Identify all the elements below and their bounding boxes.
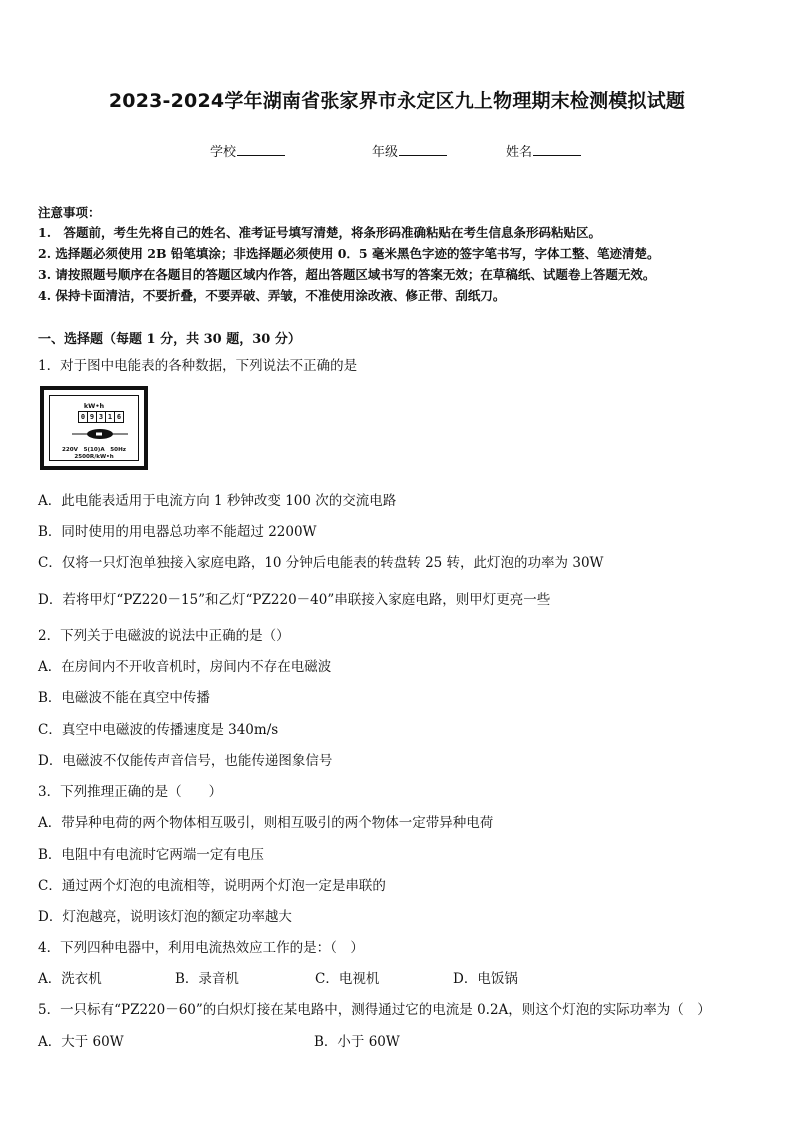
question-4-option-d: D．电饭锅 <box>453 971 518 987</box>
name-field <box>506 141 581 160</box>
question-1-option-a: A．此电能表适用于电流方向 1 秒钟改变 100 次的交流电路 <box>38 493 397 509</box>
meter-unit: kW•h <box>83 402 105 410</box>
question-3-option-c: C．通过两个灯泡的电流相等，说明两个灯泡一定是串联的 <box>38 878 386 894</box>
question-1-option-d: D．若将甲灯“PZ220－15”和乙灯“PZ220－40”串联接入家庭电路，则甲灯更亮一些 <box>38 592 551 608</box>
question-3-option-b: B．电阻中有电流时它两端一定有电压 <box>38 847 264 863</box>
question-5-option-b: B．小于 60W <box>314 1034 400 1050</box>
meter-digit: 0 <box>78 411 88 423</box>
question-1-stem: 1．对于图中电能表的各种数据，下列说法不正确的是 <box>38 358 358 374</box>
energy-meter-figure <box>40 386 148 470</box>
question-4-option-c: C．电视机 <box>315 971 380 987</box>
page-title: 2023-2024学年湖南省张家界市永定区九上物理期末检测模拟试题 <box>108 90 686 112</box>
grade-blank <box>399 142 447 156</box>
name-label: 姓名 <box>506 145 533 160</box>
notice-item: 2. 选择题必须使用 2B 铅笔填涂；非选择题必须使用 0．5 毫米黑色字迹的签字笔书写，字体工整、笔迹清楚。 <box>38 246 660 261</box>
meter-panel <box>49 395 139 461</box>
section-heading: 一、选择题（每题 1 分，共 30 题，30 分） <box>38 332 301 347</box>
question-1-option-c: C．仅将一只灯泡单独接入家庭电路，10 分钟后电能表的转盘转 25 转，此灯泡的功率为 30W <box>38 555 604 571</box>
question-5-stem: 5．一只标有“PZ220－60”的白炽灯接在某电路中，测得通过它的电流是 0.2A，则这个灯泡的实际功率为（ ） <box>38 1002 711 1018</box>
grade-label: 年级 <box>372 145 399 160</box>
meter-disc-icon <box>72 428 128 440</box>
question-4-option-a: A．洗衣机 <box>38 971 102 987</box>
notice-item: 3. 请按照题号顺序在各题目的答题区域内作答，超出答题区域书写的答案无效；在草稿纸、试题卷上答题无效。 <box>38 267 656 282</box>
question-4-option-b: B．录音机 <box>175 971 239 987</box>
question-2-option-c: C．真空中电磁波的传播速度是 340m/s <box>38 722 279 738</box>
meter-digit: 9 <box>87 411 97 423</box>
meter-digit: 1 <box>105 411 115 423</box>
notice-item: 4. 保持卡面清洁，不要折叠，不要弄破、弄皱，不准使用涂改液、修正带、刮纸刀。 <box>38 288 506 303</box>
question-2-option-b: B．电磁波不能在真空中传播 <box>38 690 210 706</box>
meter-digits <box>78 411 123 423</box>
question-5-option-a: A．大于 60W <box>38 1034 124 1050</box>
school-label: 学校 <box>210 145 237 160</box>
notice-heading: 注意事项： <box>38 205 101 220</box>
notice-item: 1. 答题前，考生先将自己的姓名、准考证号填写清楚，将条形码准确粘贴在考生信息条形码粘贴区。 <box>38 225 602 240</box>
school-field <box>210 141 285 160</box>
question-1-option-b: B．同时使用的用电器总功率不能超过 2200W <box>38 524 317 540</box>
question-2-option-d: D．电磁波不仅能传声音信号，也能传递图象信号 <box>38 753 333 769</box>
question-4-stem: 4．下列四种电器中，利用电流热效应工作的是：（ ） <box>38 940 364 956</box>
question-3-stem: 3．下列推理正确的是（ ） <box>38 784 223 800</box>
meter-digit: 3 <box>96 411 106 423</box>
question-3-option-d: D．灯泡越亮，说明该灯泡的额定功率越大 <box>38 909 292 925</box>
question-2-option-a: A．在房间内不开收音机时，房间内不存在电磁波 <box>38 659 332 675</box>
grade-field <box>372 141 447 160</box>
question-2-stem: 2．下列关于电磁波的说法中正确的是（） <box>38 628 290 644</box>
question-3-option-a: A．带异种电荷的两个物体相互吸引，则相互吸引的两个物体一定带异种电荷 <box>38 815 494 831</box>
school-blank <box>237 142 285 156</box>
meter-digit: 6 <box>114 411 124 423</box>
meter-revolutions: 2500R/kW•h <box>74 454 114 460</box>
meter-spec: 220V 5(10)A 50Hz <box>61 447 127 453</box>
name-blank <box>533 142 581 156</box>
